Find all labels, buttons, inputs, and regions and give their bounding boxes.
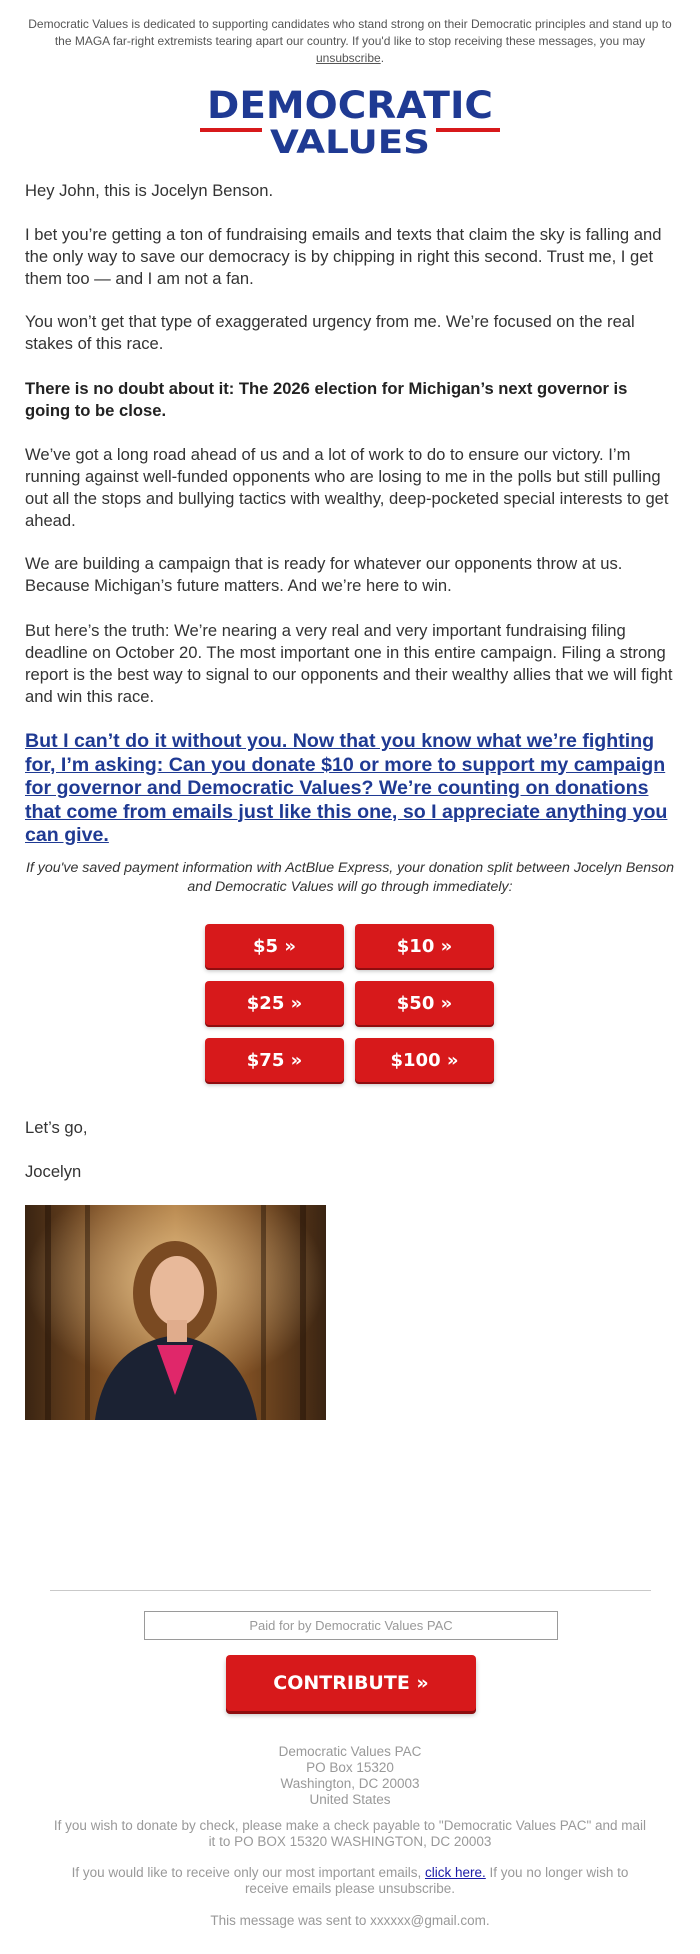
democratic-values-logo bbox=[200, 82, 500, 162]
email-preferences-note bbox=[50, 1865, 650, 1897]
preheader-period: . bbox=[380, 51, 385, 65]
email-preferences-text: If you would like to receive only our most important emails, bbox=[71, 1865, 426, 1880]
donate-25-button[interactable]: $25 » bbox=[205, 981, 344, 1025]
address-line-2: PO Box 15320 bbox=[306, 1760, 394, 1775]
actblue-note: If you've saved payment information with ActBlue Express, your donation split between Jocelyn Benson and Democratic Values will go through immediately: bbox=[25, 860, 675, 895]
paid-for-box: Paid for by Democratic Values PAC bbox=[144, 1611, 558, 1640]
candidate-photo bbox=[25, 1205, 326, 1420]
unsubscribe-link[interactable]: unsubscribe bbox=[315, 51, 381, 65]
donate-5-button[interactable]: $5 » bbox=[205, 924, 344, 968]
check-donation-note: If you wish to donate by check, please make a check payable to "Democratic Values PAC" and mail it to PO BOX 15320 WASHINGTON, DC 20003 bbox=[53, 1818, 647, 1849]
logo-red-bar-left bbox=[200, 128, 262, 132]
logo-line1: DEMOCRATIC bbox=[207, 84, 493, 127]
paragraph-4: We’ve got a long road ahead of us and a lot of work to do to ensure our victory. I’m running against well-funded opponents who are losing to me in the polls but still pulling out all the stops and bullying tactics with wealthy, deep-pocketed special interests to get ahead. bbox=[25, 445, 669, 530]
preheader bbox=[20, 16, 680, 67]
sent-to-note: This message was sent to xxxxxx@gmail.com. bbox=[210, 1913, 490, 1928]
contribute-button[interactable]: CONTRIBUTE » bbox=[226, 1655, 476, 1711]
footer-divider bbox=[50, 1590, 651, 1591]
address-line-3: Washington, DC 20003 bbox=[280, 1776, 420, 1791]
donate-50-button[interactable]: $50 » bbox=[355, 981, 494, 1025]
paragraph-1: I bet you’re getting a ton of fundraising emails and texts that claim the sky is falling and the only way to save our democracy is by chipping in right this second. Trust me, I get them too — and I am not a fan. bbox=[25, 225, 662, 288]
donate-75-button[interactable]: $75 » bbox=[205, 1038, 344, 1082]
paragraph-5: We are building a campaign that is ready for whatever our opponents throw at us. Because Michigan’s future matters. And we’re here to win. bbox=[25, 554, 623, 595]
click-here-link[interactable]: click here. bbox=[425, 1865, 486, 1880]
address-line-1: Democratic Values PAC bbox=[278, 1744, 422, 1759]
greeting: Hey John, this is Jocelyn Benson. bbox=[25, 181, 274, 200]
signoff: Let’s go, bbox=[25, 1118, 88, 1137]
address-line-4: United States bbox=[309, 1792, 391, 1807]
logo-line2: VALUES bbox=[270, 123, 430, 161]
paragraph-2: You won’t get that type of exaggerated urgency from me. We’re focused on the real stakes of this race. bbox=[25, 312, 635, 353]
logo-red-bar-right bbox=[436, 128, 500, 132]
donate-10-button[interactable]: $10 » bbox=[355, 924, 494, 968]
unsubscribe-note-text: If you no longer wish to receive emails please unsubscribe. bbox=[244, 1865, 629, 1896]
donate-100-button[interactable]: $100 » bbox=[355, 1038, 494, 1082]
signature: Jocelyn bbox=[25, 1162, 82, 1181]
donate-cta-link[interactable]: But I can’t do it without you. Now that you know what we’re fighting for, I’m asking: Can you donate $10 or more to support my campaign for governor and Democratic Values? We’re counting on donations that come from emails just like this one, so I appreciate anything you can give. bbox=[25, 730, 668, 846]
preheader-text: Democratic Values is dedicated to supporting candidates who stand strong on their Democratic principles and stand up to the MAGA far-right extremists tearing apart our country. If you'd like to stop receiving these messages, you may bbox=[28, 17, 672, 48]
paragraph-6: But here’s the truth: We’re nearing a very real and very important fundraising filing deadline on October 20. The most important one in this entire campaign. Filing a strong report is the best way to signal to our opponents and their wealthy allies that we will fight and win this race. bbox=[25, 621, 673, 706]
paragraph-3-bold: There is no doubt about it: The 2026 election for Michigan’s next governor is going to be close. bbox=[25, 379, 628, 420]
